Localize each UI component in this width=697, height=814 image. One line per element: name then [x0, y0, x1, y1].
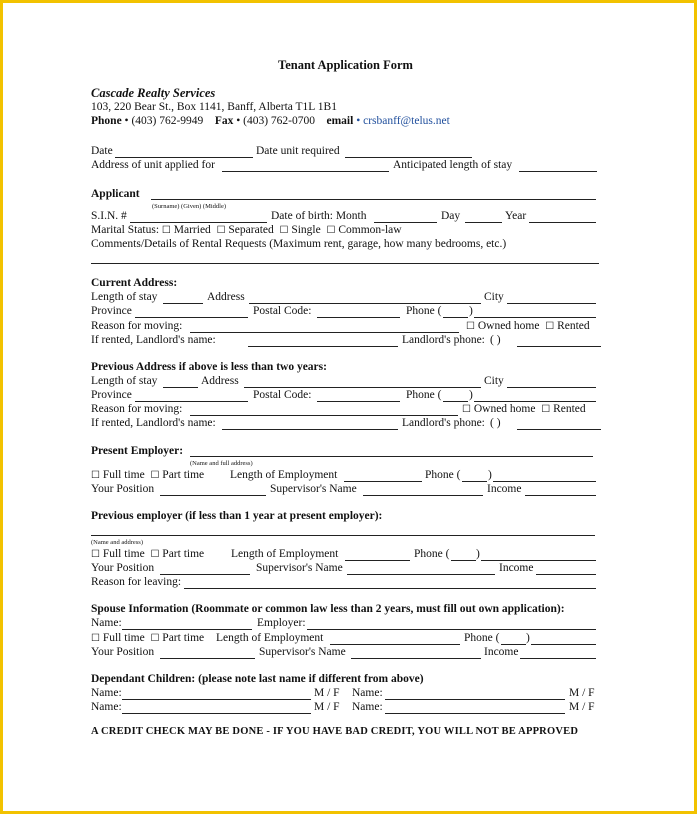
previous-address-heading: Previous Address if above is less than two years: — [91, 361, 327, 373]
current-owned-checkbox[interactable]: ☐ — [466, 321, 475, 332]
previous-tenure — [462, 403, 586, 416]
previous-reason-field[interactable] — [190, 415, 458, 416]
previous-area-code-field[interactable] — [443, 401, 468, 402]
spouse-area-code-field[interactable] — [501, 644, 526, 645]
child-4-name-field[interactable] — [385, 713, 565, 714]
current-rented-checkbox[interactable]: ☐ — [545, 321, 555, 332]
current-stay-field[interactable] — [163, 303, 203, 304]
spouse-position-field[interactable] — [160, 658, 255, 659]
dob-year-label: Year — [505, 210, 527, 222]
previous-phone-close: ) — [469, 389, 473, 401]
unit-address-label: Address of unit applied for — [91, 159, 215, 171]
previous-leaving-field[interactable] — [184, 588, 596, 589]
present-employer-hint: (Name and full address) — [190, 460, 253, 467]
present-supervisor-field[interactable] — [363, 495, 483, 496]
date-required-label: Date unit required — [256, 145, 340, 157]
company-email[interactable]: • crsbanff@telus.net — [356, 115, 450, 127]
company-contact — [91, 115, 450, 128]
present-full-time-checkbox[interactable]: ☐ — [91, 470, 100, 481]
previous-city-label: City — [484, 375, 504, 387]
current-landlord-phone-field[interactable] — [517, 346, 601, 347]
previous-employer-hint: (Name and address) — [91, 539, 143, 546]
present-length-field[interactable] — [344, 481, 422, 482]
separated-label: Separated — [228, 224, 274, 236]
present-phone-close: ) — [488, 469, 492, 481]
current-landlord-field[interactable] — [248, 346, 398, 347]
child-3-name-label: Name: — [91, 701, 122, 713]
previous-landlord-label: If rented, Landlord's name: — [91, 417, 216, 429]
current-phone-field[interactable] — [474, 317, 596, 318]
previous-leaving-label: Reason for leaving: — [91, 576, 182, 588]
single-label: Single — [291, 224, 321, 236]
previous-stay-label: Length of stay — [91, 375, 158, 387]
previous-landlord-phone-field[interactable] — [517, 429, 601, 430]
dob-month-label: Date of birth: Month — [271, 210, 367, 222]
present-employer-heading: Present Employer: — [91, 445, 184, 457]
child-3-mf[interactable]: M / F — [314, 701, 340, 713]
company-phone: • (403) 762-9949 — [124, 115, 204, 127]
page-title: Tenant Application Form — [278, 58, 413, 72]
present-income-label: Income — [487, 483, 522, 495]
present-part-time-label: Part time — [162, 469, 205, 481]
current-city-label: City — [484, 291, 504, 303]
child-4-name-label: Name: — [352, 701, 383, 713]
previous-length-field[interactable] — [345, 560, 410, 561]
previous-position-field[interactable] — [160, 574, 250, 575]
spouse-supervisor-field[interactable] — [351, 658, 481, 659]
previous-rented-checkbox[interactable]: ☐ — [541, 404, 551, 415]
previous-income-field[interactable] — [536, 574, 596, 575]
company-fax: • (403) 762-0700 — [236, 115, 315, 127]
comments-label: Comments/Details of Rental Requests (Maximum rent, garage, how many bedrooms, etc.) — [91, 238, 507, 250]
previous-address-field[interactable] — [244, 387, 481, 388]
current-landlord-label: If rented, Landlord's name: — [91, 334, 216, 346]
spouse-name-field[interactable] — [122, 629, 252, 630]
current-reason-field[interactable] — [190, 332, 459, 333]
present-position-label: Your Position — [91, 483, 155, 495]
previous-owned-checkbox[interactable]: ☐ — [462, 404, 471, 415]
company-address: 103, 220 Bear St., Box 1141, Banff, Alberta T1L 1B1 — [91, 101, 337, 113]
comments-field[interactable] — [91, 263, 599, 264]
previous-full-time-label: Full time — [102, 548, 145, 560]
spouse-part-time-checkbox[interactable]: ☐ — [150, 633, 160, 644]
common-law-label: Common-law — [338, 224, 402, 236]
present-phone-field[interactable] — [493, 481, 596, 482]
present-phone-label: Phone ( — [425, 469, 461, 481]
spouse-phone-close: ) — [526, 632, 530, 644]
married-label: Married — [173, 224, 211, 236]
date-required-field[interactable] — [345, 157, 472, 158]
length-of-stay-field[interactable] — [519, 171, 597, 172]
spouse-phone-label: Phone ( — [464, 632, 500, 644]
spouse-full-time-label: Full time — [102, 632, 145, 644]
fax-label: Fax — [214, 115, 234, 127]
current-landlord-paren: ( ) — [490, 334, 501, 346]
unit-address-field[interactable] — [222, 171, 389, 172]
child-1-name-field[interactable] — [122, 699, 311, 700]
current-phone-label: Phone ( — [406, 305, 442, 317]
previous-province-field[interactable] — [135, 401, 248, 402]
current-address-field[interactable] — [249, 303, 481, 304]
current-city-field[interactable] — [507, 303, 596, 304]
dob-day-field[interactable] — [465, 222, 502, 223]
dob-day-label: Day — [441, 210, 461, 222]
previous-rented-label: Rented — [553, 403, 586, 415]
child-4-mf[interactable]: M / F — [569, 701, 595, 713]
email-label: email — [326, 115, 354, 127]
current-area-code-field[interactable] — [443, 317, 468, 318]
previous-owned-label: Owned home — [473, 403, 536, 415]
spouse-employer-field[interactable] — [307, 629, 596, 630]
current-address-label: Address — [207, 291, 245, 303]
length-of-stay-label: Anticipated length of stay — [393, 159, 513, 171]
previous-address-label: Address — [201, 375, 239, 387]
previous-part-time-label: Part time — [162, 548, 205, 560]
applicant-heading: Applicant — [91, 188, 140, 200]
applicant-name-hint: (Surname) (Given) (Middle) — [152, 203, 227, 210]
single-checkbox[interactable]: ☐ — [279, 225, 289, 236]
current-rented-label: Rented — [557, 320, 590, 332]
current-reason-label: Reason for moving: — [91, 320, 183, 332]
date-field[interactable] — [115, 157, 253, 158]
previous-city-field[interactable] — [507, 387, 596, 388]
child-1-name-label: Name: — [91, 687, 122, 699]
previous-landlord-paren: ( ) — [490, 417, 501, 429]
previous-phone-field[interactable] — [481, 560, 596, 561]
sin-field[interactable] — [130, 222, 267, 223]
spouse-income-label: Income — [484, 646, 519, 658]
spouse-name-label: Name: — [91, 617, 122, 629]
marital-status-row — [91, 224, 402, 237]
previous-length-label: Length of Employment — [231, 548, 339, 560]
present-full-time-label: Full time — [102, 469, 145, 481]
present-income-field[interactable] — [525, 495, 596, 496]
previous-postal-label: Postal Code: — [253, 389, 312, 401]
previous-phone-field[interactable] — [474, 401, 596, 402]
common-law-checkbox[interactable]: ☐ — [326, 225, 336, 236]
company-name: Cascade Realty Services — [91, 86, 216, 100]
previous-stay-field[interactable] — [163, 387, 198, 388]
previous-part-time-checkbox[interactable]: ☐ — [150, 549, 160, 560]
previous-phone-label: Phone ( — [406, 389, 442, 401]
spouse-part-time-label: Part time — [162, 632, 205, 644]
child-2-mf[interactable]: M / F — [569, 687, 595, 699]
credit-check-notice: A CREDIT CHECK MAY BE DONE - IF YOU HAVE BAD CREDIT, YOU WILL NOT BE APPROVED — [91, 726, 579, 737]
current-province-field[interactable] — [135, 317, 248, 318]
present-supervisor-label: Supervisor's Name — [270, 483, 357, 495]
previous-area-code-field[interactable] — [451, 560, 476, 561]
spouse-income-field[interactable] — [520, 658, 596, 659]
current-stay-label: Length of stay — [91, 291, 158, 303]
spouse-supervisor-label: Supervisor's Name — [259, 646, 346, 658]
previous-postal-field[interactable] — [317, 401, 400, 402]
current-address-heading: Current Address: — [91, 277, 178, 289]
dob-year-field[interactable] — [529, 222, 596, 223]
spouse-length-label: Length of Employment — [216, 632, 324, 644]
present-length-label: Length of Employment — [230, 469, 338, 481]
current-postal-field[interactable] — [317, 317, 400, 318]
present-part-time-checkbox[interactable]: ☐ — [150, 470, 160, 481]
current-postal-label: Postal Code: — [253, 305, 312, 317]
separated-checkbox[interactable]: ☐ — [216, 225, 226, 236]
current-province-label: Province — [91, 305, 132, 317]
spouse-employment-type — [91, 632, 204, 645]
present-employment-type — [91, 469, 204, 482]
previous-reason-label: Reason for moving: — [91, 403, 183, 415]
previous-supervisor-field[interactable] — [347, 574, 495, 575]
marital-label: Marital Status: — [91, 224, 160, 236]
sin-label: S.I.N. # — [91, 210, 127, 222]
previous-landlord-phone-label: Landlord's phone: — [402, 417, 485, 429]
previous-position-label: Your Position — [91, 562, 155, 574]
spouse-employer-label: Employer: — [257, 617, 306, 629]
children-heading: Dependant Children: (please note last name if different from above) — [91, 673, 424, 685]
present-position-field[interactable] — [160, 495, 266, 496]
current-landlord-phone-label: Landlord's phone: — [402, 334, 485, 346]
current-tenure — [466, 320, 590, 333]
spouse-phone-field[interactable] — [531, 644, 596, 645]
date-label: Date — [91, 145, 113, 157]
present-area-code-field[interactable] — [462, 481, 487, 482]
current-phone-close: ) — [469, 305, 473, 317]
previous-phone-label: Phone ( — [414, 548, 450, 560]
child-2-name-field[interactable] — [385, 699, 565, 700]
child-2-name-label: Name: — [352, 687, 383, 699]
spouse-length-field[interactable] — [330, 644, 460, 645]
child-3-name-field[interactable] — [122, 713, 311, 714]
previous-full-time-checkbox[interactable]: ☐ — [91, 549, 100, 560]
phone-label: Phone — [91, 115, 122, 127]
previous-employer-field[interactable] — [91, 535, 595, 536]
previous-province-label: Province — [91, 389, 132, 401]
current-owned-label: Owned home — [477, 320, 540, 332]
married-checkbox[interactable]: ☐ — [161, 225, 171, 236]
spouse-heading: Spouse Information (Roommate or common law less than 2 years, must fill out own application): — [91, 603, 565, 615]
previous-income-label: Income — [499, 562, 534, 574]
previous-landlord-field[interactable] — [222, 429, 398, 430]
previous-employer-heading: Previous employer (if less than 1 year at present employer): — [91, 510, 383, 522]
previous-employment-type — [91, 548, 204, 561]
previous-phone-close: ) — [476, 548, 480, 560]
spouse-full-time-checkbox[interactable]: ☐ — [91, 633, 100, 644]
dob-month-field[interactable] — [374, 222, 437, 223]
previous-supervisor-label: Supervisor's Name — [256, 562, 343, 574]
spouse-position-label: Your Position — [91, 646, 155, 658]
child-1-mf[interactable]: M / F — [314, 687, 340, 699]
